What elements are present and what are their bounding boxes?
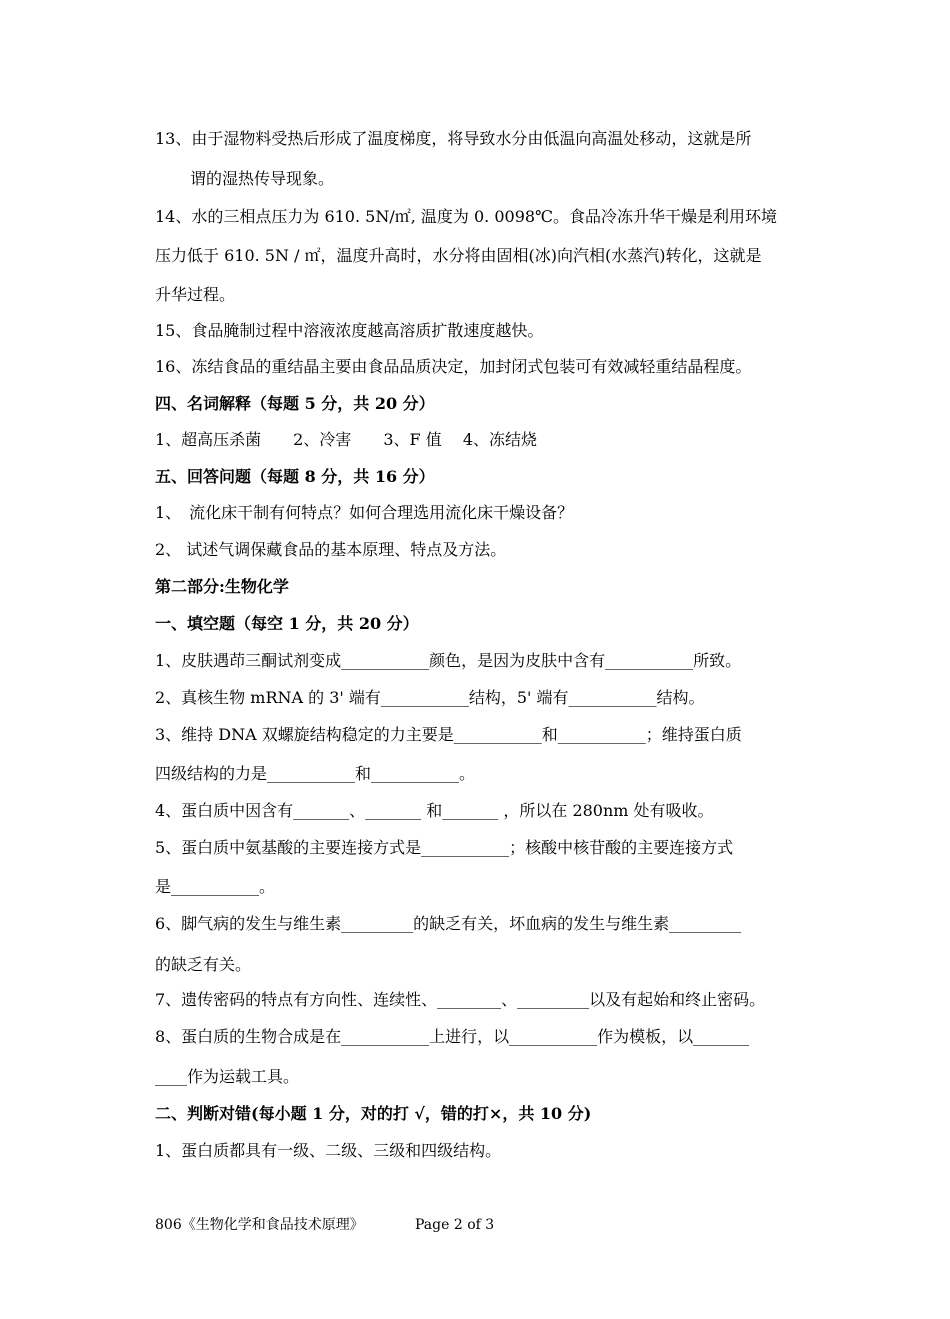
fill-blank-3-line-2: 四级结构的力是___________和___________。	[155, 764, 476, 783]
question-14-line-3: 升华过程。	[155, 285, 236, 304]
question-13-line-1: 13、由于湿物料受热后形成了温度梯度，将导致水分由低温向高温处移动，这就是所	[155, 129, 752, 148]
part-2-heading: 第二部分:生物化学	[155, 577, 289, 596]
fill-blank-8-line-2: ____作为运载工具。	[155, 1067, 300, 1086]
section-5-question-2: 2、 试述气调保藏食品的基本原理、特点及方法。	[155, 540, 507, 559]
section-4-terms: 1、超高压杀菌 2、冷害 3、F 值 4、冻结烧	[155, 430, 537, 449]
fill-blank-1: 1、皮肤遇茚三酮试剂变成___________颜色，是因为皮肤中含有___________所致。	[155, 651, 742, 670]
question-15: 15、食品腌制过程中溶液浓度越高溶质扩散速度越快。	[155, 321, 544, 340]
section-5-question-1: 1、 流化床干制有何特点？如何合理选用流化床干燥设备？	[155, 503, 574, 522]
fill-blank-4: 4、蛋白质中因含有_______、_______ 和_______ ，所以在 280nm 处有吸收。	[155, 801, 714, 820]
fill-blank-8-line-1: 8、蛋白质的生物合成是在___________上进行，以___________作为模板，以_______	[155, 1027, 750, 1046]
fill-blank-5-line-1: 5、蛋白质中氨基酸的主要连接方式是___________；核酸中核苷酸的主要连接方式	[155, 838, 734, 857]
footer-course: 806《生物化学和食品技术原理》	[155, 1217, 364, 1233]
question-13-line-2: 谓的湿热传导现象。	[190, 169, 335, 188]
section-4-heading: 四、名词解释（每题 5 分，共 20 分）	[155, 394, 435, 413]
question-16: 16、冻结食品的重结晶主要由食品品质决定，加封闭式包装可有效减轻重结晶程度。	[155, 357, 752, 376]
fill-blank-heading: 一、填空题（每空 1 分，共 20 分）	[155, 614, 419, 633]
true-false-heading: 二、判断对错(每小题 1 分，对的打 √，错的打×，共 10 分)	[155, 1104, 592, 1123]
question-14-line-1: 14、水的三相点压力为 610. 5N/㎡, 温度为 0. 0098℃。食品冷冻升华干燥是利用环境	[155, 207, 777, 226]
fill-blank-2: 2、真核生物 mRNA 的 3' 端有___________结构，5' 端有___________结构。	[155, 688, 705, 707]
fill-blank-6-line-2: 的缺乏有关。	[155, 955, 252, 974]
fill-blank-6-line-1: 6、脚气病的发生与维生素_________的缺乏有关，坏血病的发生与维生素_________	[155, 914, 742, 933]
fill-blank-3-line-1: 3、维持 DNA 双螺旋结构稳定的力主要是___________和___________；维持蛋白质	[155, 725, 742, 744]
fill-blank-7: 7、遗传密码的特点有方向性、连续性、________、_________以及有起始和终止密码。	[155, 990, 766, 1009]
footer-page-number: Page 2 of 3	[415, 1217, 495, 1233]
fill-blank-5-line-2: 是___________。	[155, 877, 276, 896]
section-5-heading: 五、回答问题（每题 8 分，共 16 分）	[155, 467, 435, 486]
question-14-line-2: 压力低于 610. 5N / ㎡，温度升高时，水分将由固相(冰)向汽相(水蒸汽)转化，这就是	[155, 246, 762, 265]
true-false-1: 1、蛋白质都具有一级、二级、三级和四级结构。	[155, 1141, 502, 1160]
